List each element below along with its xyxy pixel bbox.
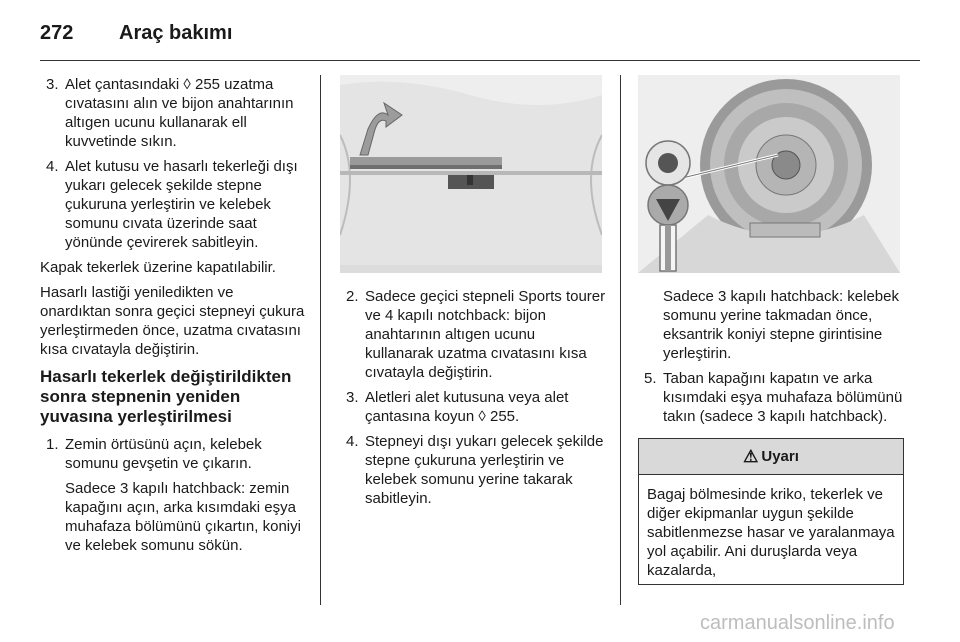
item-number: 3.: [346, 389, 359, 406]
warning-text: Bagaj bölmesinde kriko, tekerlek ve diğer ekipmanlar uygun şekilde sabitlenmezse hasar ve yaralanmaya yol açabilir. Ani duruşlarda veya kazalarda,: [647, 486, 895, 579]
paragraph: Hasarlı lastiği yeniledikten ve onardıktan sonra geçici stepneyi çukura yerleştirmeden önce, uzatma cıvatasını kısa cıvatayla değiştirin.: [40, 284, 305, 358]
toolbox-cover-drawing: [340, 75, 602, 273]
column-3: [638, 75, 904, 585]
item-subtext: Sadece 3 kapılı hatchback: zemin kapağını açın, arka kısımdaki eşya muhafaza bölümünü çıkartın, koniyi ve kelebek somunu sökün.: [65, 480, 301, 554]
page-number: 272: [40, 22, 74, 44]
item-text: Stepneyi dışı yukarı gelecek şekilde stepne çukuruna yerleştirin ve kelebek somunu yerine takarak sabitleyin.: [365, 433, 604, 507]
spare-wheel-drawing: [638, 75, 900, 273]
column-1: [40, 75, 306, 561]
watermark: carmanualsonline.info: [700, 612, 895, 634]
item-text: Alet kutusu ve hasarlı tekerleği dışı yukarı gelecek şekilde stepne çukuruna yerleştirin ve kelebek somunu cıvata üzerinde saat yönünde çevirerek sabitleyin.: [65, 158, 298, 251]
warning-header: [639, 439, 903, 475]
item-number: 4.: [46, 158, 59, 175]
item-number: 5.: [644, 370, 657, 387]
list-item: [340, 432, 606, 508]
list-item: [40, 75, 306, 151]
section-heading: Hasarlı tekerlek değiştirildikten sonra stepnenin yeniden yuvasına yerleştirilmesi: [40, 367, 292, 426]
column-divider-2: [620, 75, 621, 605]
item-number: 2.: [346, 288, 359, 305]
list-item: [638, 369, 904, 426]
page-title: Araç bakımı: [119, 22, 233, 44]
illustration-spare-wheel: [638, 75, 900, 273]
page-header: [40, 18, 920, 58]
item-number: 3.: [46, 76, 59, 93]
paragraph: Kapak tekerlek üzerine kapatılabilir.: [40, 259, 276, 276]
item-number: 4.: [346, 433, 359, 450]
illustration-toolbox-cover: [340, 75, 602, 273]
list-item: [40, 157, 306, 252]
item-text: Taban kapağını kapatın ve arka kısımdaki eşya muhafaza bölümünü takın (sadece 3 kapılı hatchback).: [663, 370, 903, 425]
item-text: Aletleri alet kutusuna veya alet çantasına koyun ◊ 255.: [365, 389, 569, 425]
column-2: [340, 75, 606, 514]
list-item: [340, 388, 606, 426]
warning-icon: ⚠: [743, 447, 759, 466]
item-subtext: Sadece 3 kapılı hatchback: kelebek somunu yerine takmadan önce, eksantrik koniyi stepne girintisine yerleştirin.: [663, 288, 899, 362]
item-text: Zemin örtüsünü açın, kelebek somunu gevşetin ve çıkarın.: [65, 436, 262, 472]
column-divider-1: [320, 75, 321, 605]
item-text: Sadece geçici stepneli Sports tourer ve 4 kapılı notchback: bijon anahtarının altıgen ucunu kullanarak uzatma cıvatasını kısa cıvatayla değiştirin.: [365, 288, 606, 381]
item-text: Alet çantasındaki ◊ 255 uzatma cıvatasını alın ve bijon anahtarının altıgen ucunu kullanarak ell kuvvetinde sıkın.: [65, 76, 294, 150]
item-number: 1.: [46, 436, 59, 453]
list-item: [340, 287, 606, 382]
header-divider: [40, 60, 920, 61]
warning-title: Uyarı: [761, 448, 799, 465]
list-item: [40, 435, 306, 473]
warning-box: [638, 438, 904, 585]
